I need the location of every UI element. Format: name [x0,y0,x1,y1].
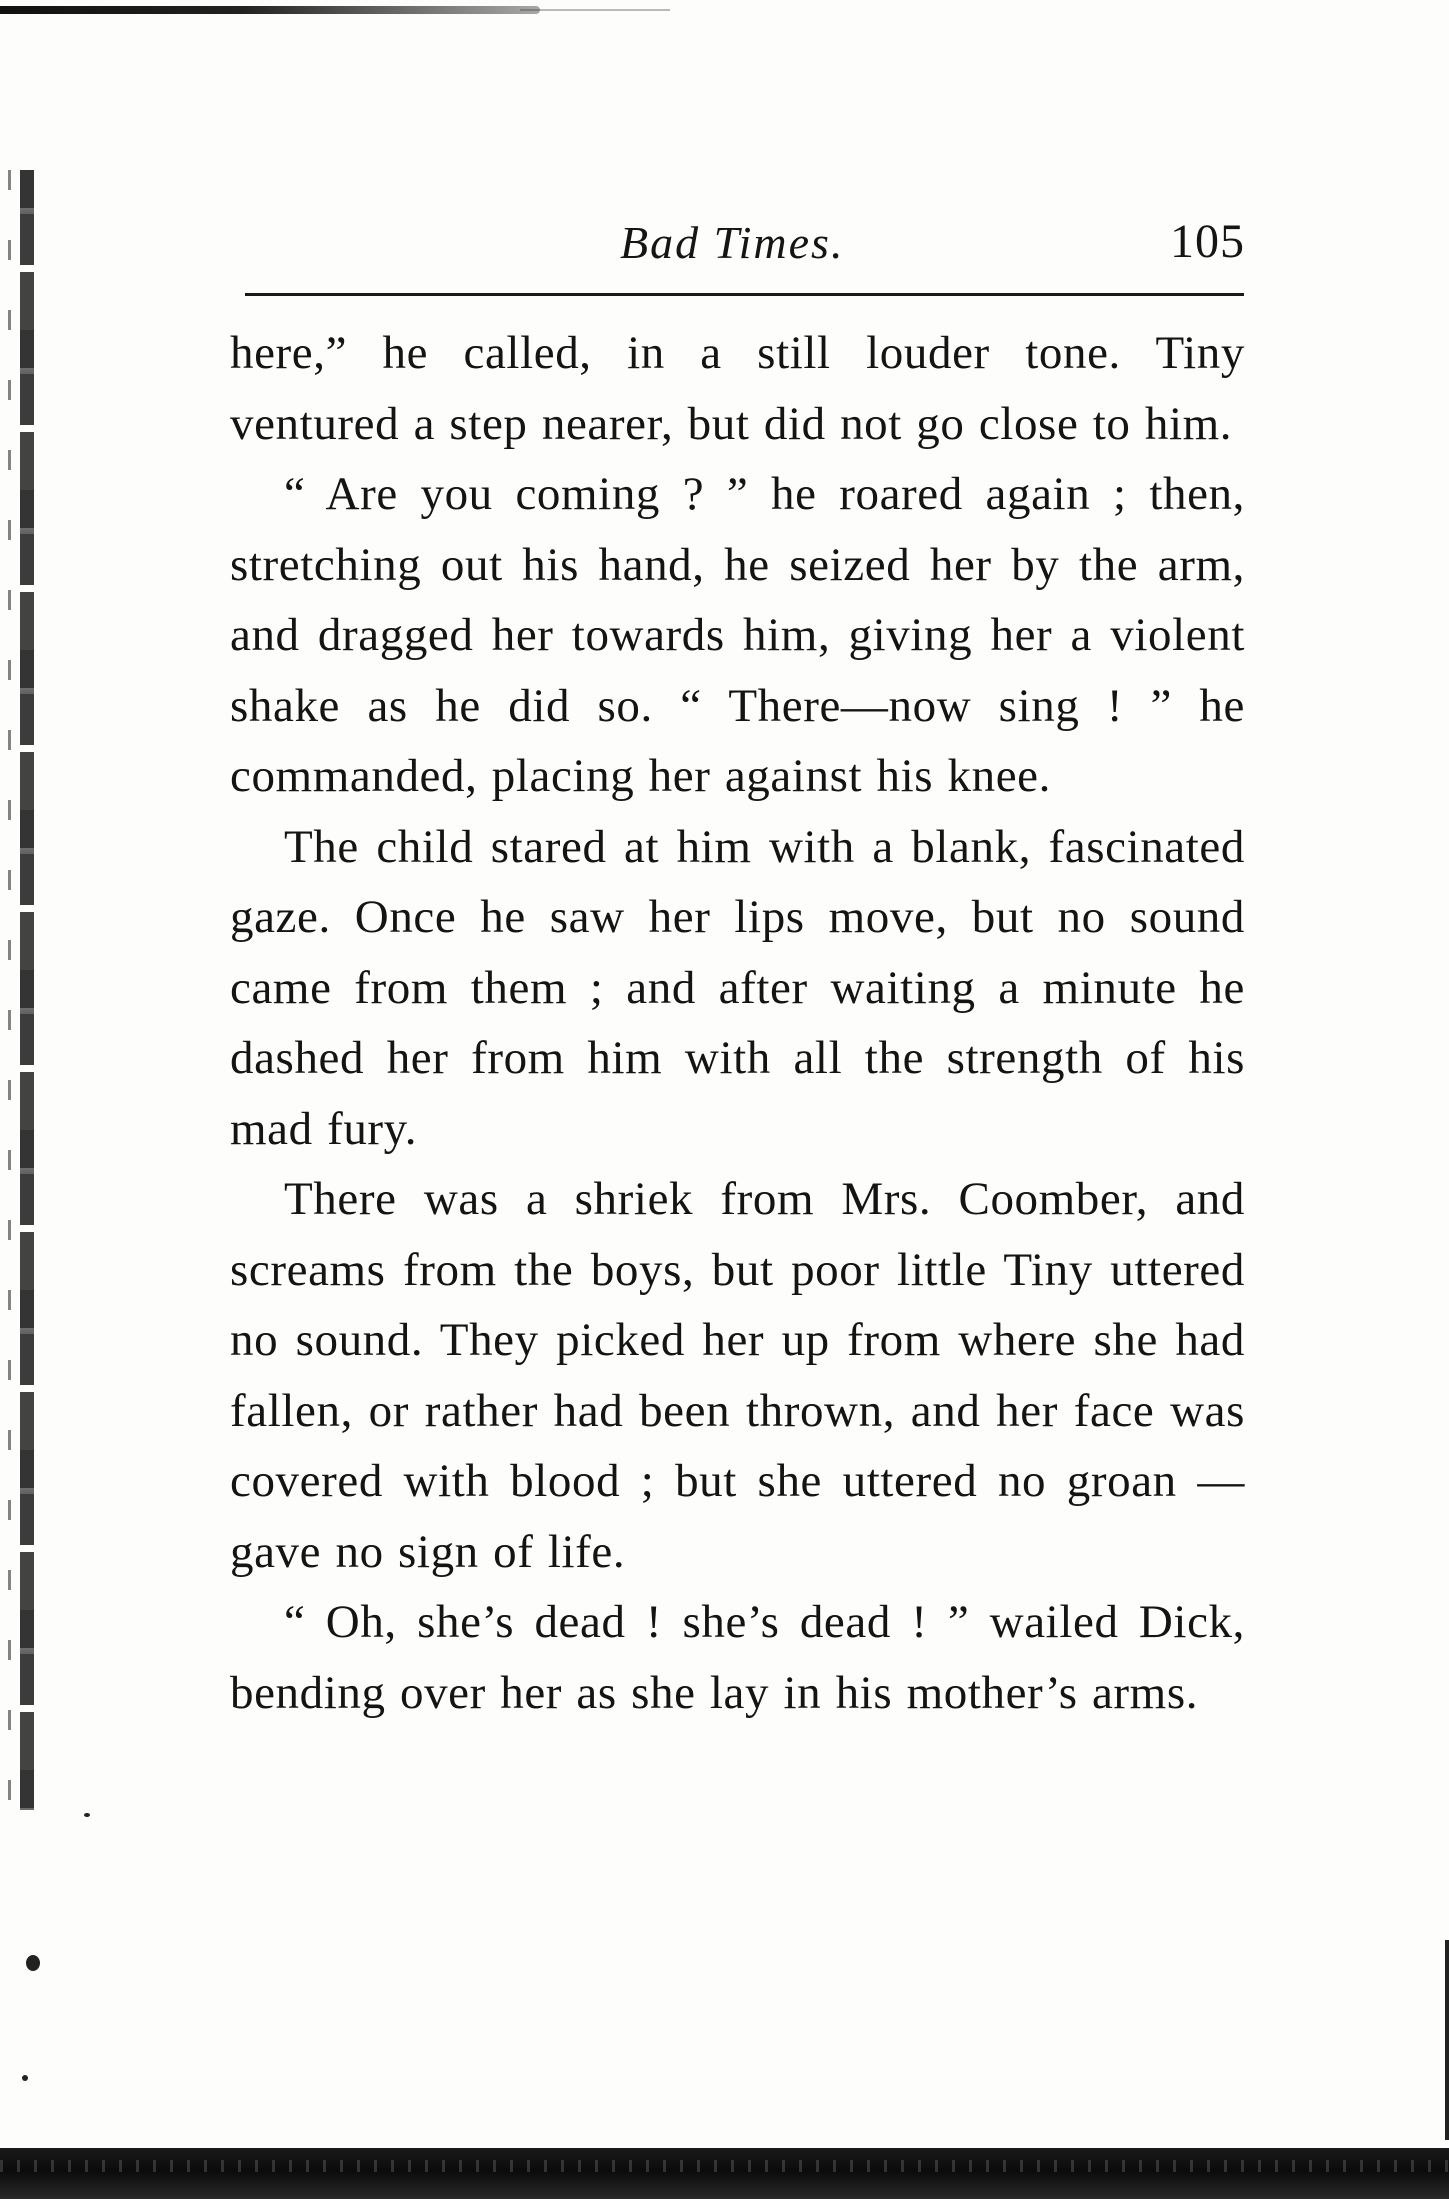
running-title: Bad Times. [620,217,845,268]
binding-edge-secondary [8,170,11,1810]
paragraph: “ Oh, she’s dead ! she’s dead ! ” wailed Dick, bending over her as she lay in his mother’s arms. [230,1596,1245,1719]
ink-speck [84,1813,90,1817]
binding-edge [20,170,34,1810]
header-rule [245,293,1244,296]
body-text [230,318,1245,1728]
page-number: 105 [1170,215,1245,268]
scan-top-edge [0,6,540,14]
scan-top-edge-thin [520,9,670,11]
paragraph: The child stared at him with a blank, fascinated gaze. Once he saw her lips move, but no sound came from them ; and after waiting a minute he dashed her from him with all the strength of his mad fury. [230,820,1245,1155]
scan-bottom-noise [0,2160,1449,2172]
ink-speck [26,1955,40,1971]
ink-speck [22,2075,28,2081]
paragraph: “ Are you coming ? ” he roared again ; then, stretching out his hand, he seized her by the arm, and dragged her towards him, giving her a violent shake as he did so. “ There—now sing ! ” he commanded, placing her against his knee. [230,468,1245,802]
scan-bottom-edge [0,2148,1449,2199]
paragraph: There was a shriek from Mrs. Coomber, and screams from the boys, but poor little Tiny uttered no sound. They picked her up from where she had fallen, or rather had been thrown, and her face was covered with blood ; but she uttered no groan — gave no sign of life. [230,1173,1245,1578]
running-header [230,208,1245,288]
paragraph: here,” he called, in a still louder tone. Tiny ventured a step nearer, but did not go close to him. [230,327,1245,450]
scan-right-edge [1445,1940,1449,2140]
